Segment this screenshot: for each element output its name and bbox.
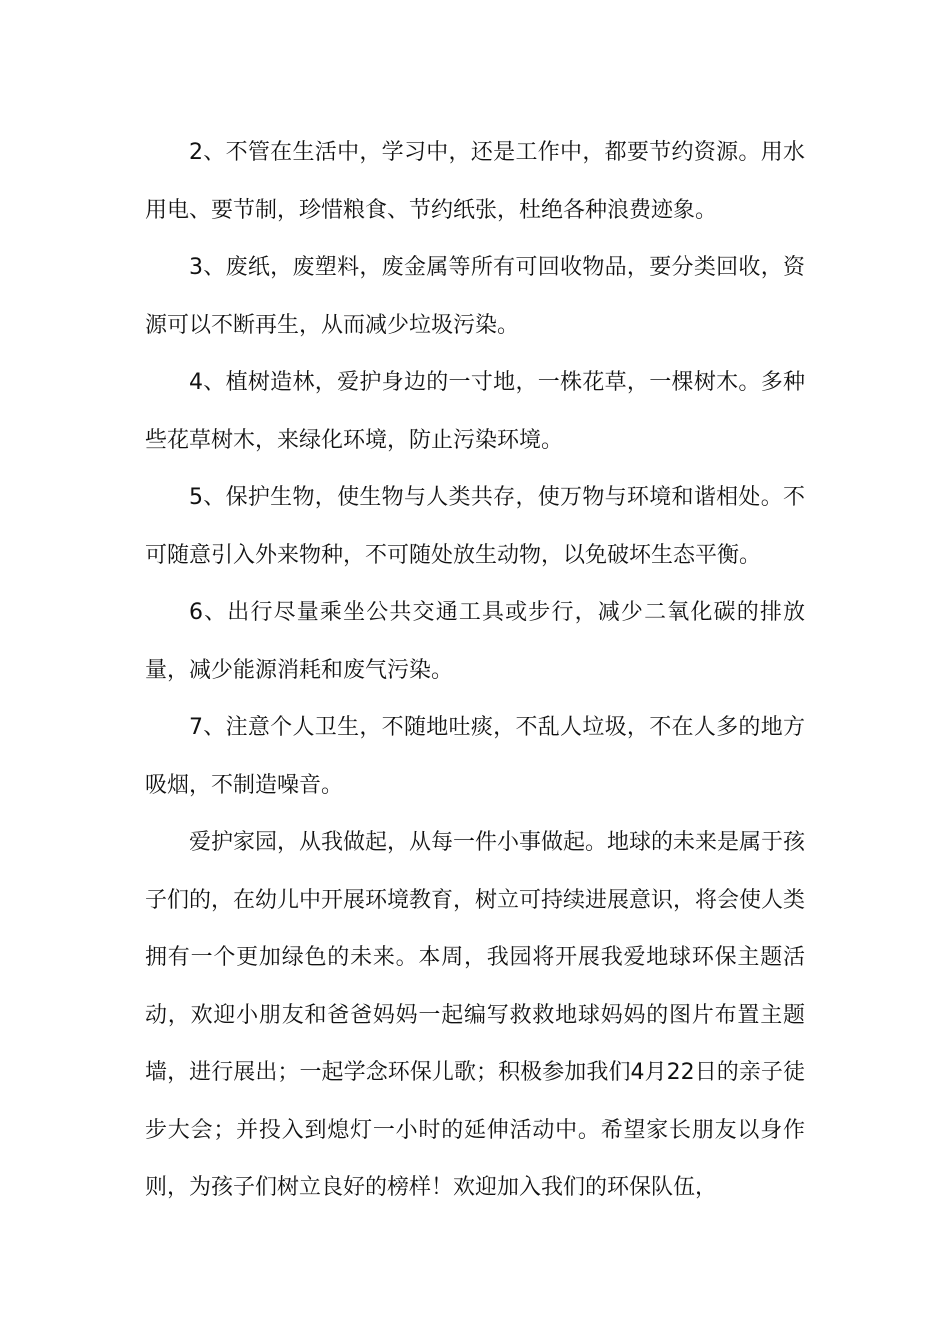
paragraph-item-3: 3、废纸，废塑料，废金属等所有可回收物品，要分类回收，资源可以不断再生，从而减少垃圾污染。 — [145, 255, 805, 338]
paragraph-item-5: 5、保护生物，使生物与人类共存，使万物与环境和谐相处。不可随意引入外来物种，不可随处放生动物，以免破坏生态平衡。 — [145, 485, 805, 568]
paragraph-item-7: 7、注意个人卫生，不随地吐痰，不乱人垃圾，不在人多的地方吸烟，不制造噪音。 — [145, 715, 805, 798]
closing-paragraph: 爱护家园，从我做起，从每一件小事做起。地球的未来是属于孩子们的，在幼儿中开展环境教育，树立可持续进展意识，将会使人类拥有一个更加绿色的未来。本周，我园将开展我爱地球环保主题活动，欢迎小朋友和爸爸妈妈一起编写救救地球妈妈的图片布置主题墙，进行展出；一起学念环保儿歌；积极参加我们4月22日的亲子徒步大会；并投入到熄灯一小时的延伸活动中。希望家长朋友以身作则，为孩子们树立良好的榜样！欢迎加入我们的环保队伍， — [145, 830, 806, 1200]
paragraph-item-4: 4、植树造林，爱护身边的一寸地，一株花草，一棵树木。多种些花草树木，来绿化环境，防止污染环境。 — [145, 370, 805, 453]
document-body — [145, 124, 805, 1217]
paragraph-item-2: 2、不管在生活中，学习中，还是工作中，都要节约资源。用水用电、要节制，珍惜粮食、节约纸张，杜绝各种浪费迹象。 — [145, 140, 805, 223]
paragraph-item-6: 6、出行尽量乘坐公共交通工具或步行，减少二氧化碳的排放量，减少能源消耗和废气污染。 — [145, 600, 805, 683]
